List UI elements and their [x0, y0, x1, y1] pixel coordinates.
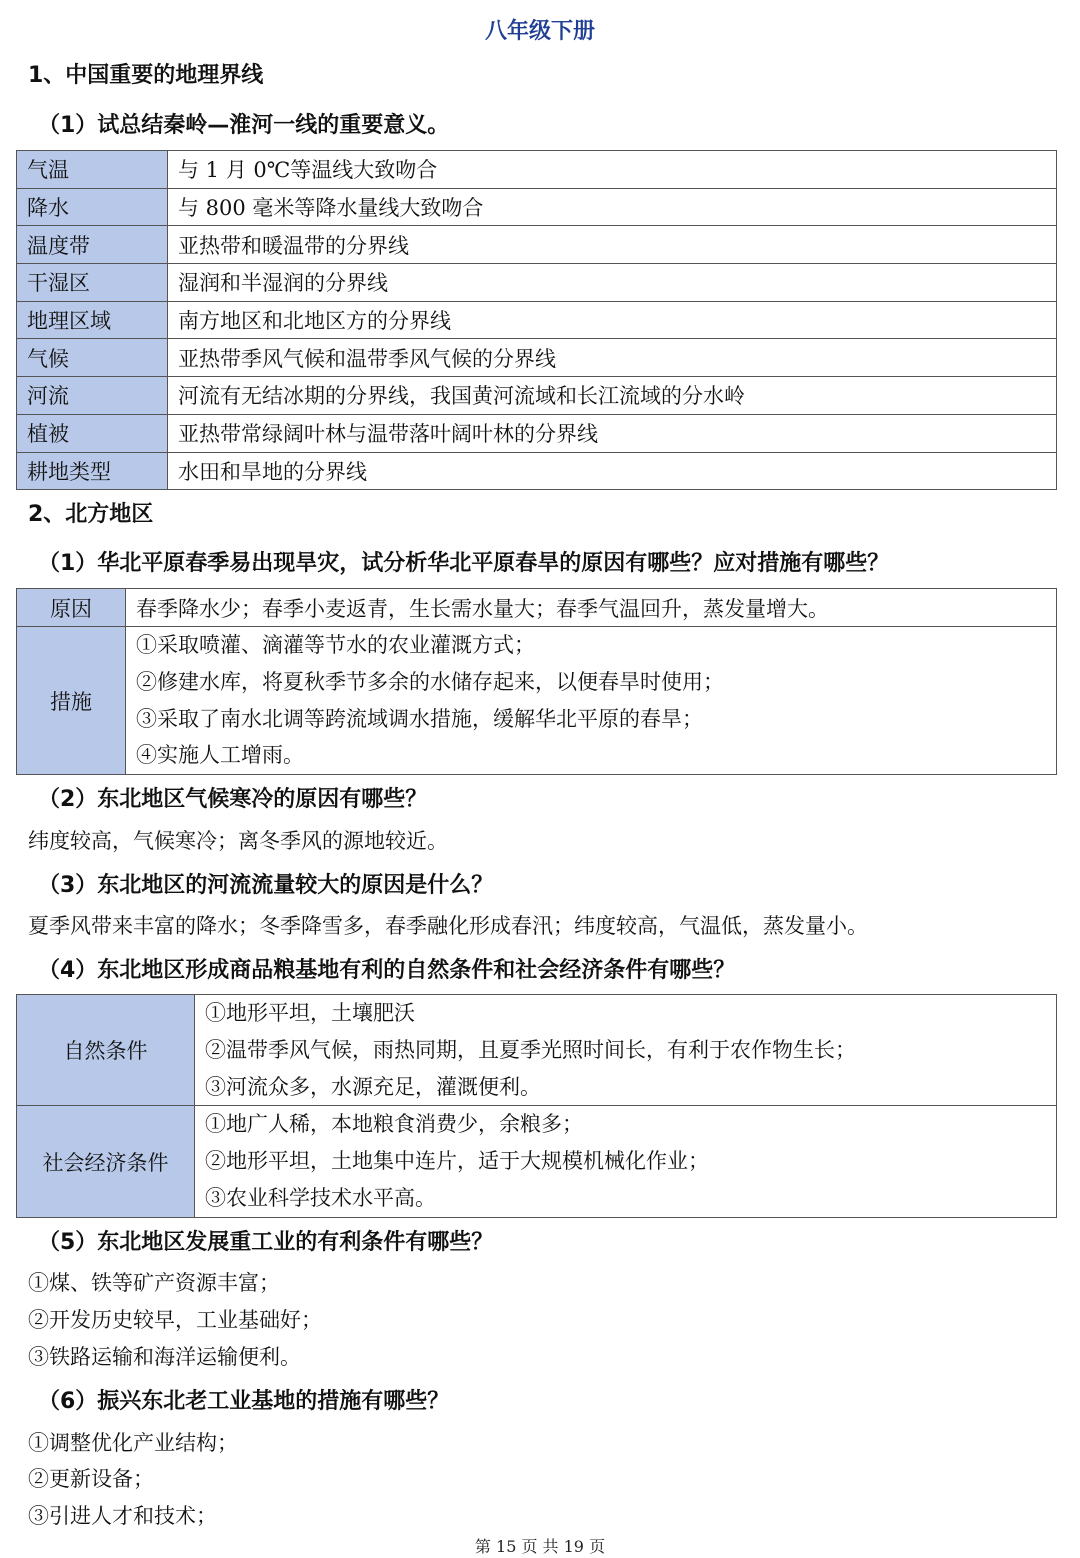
page-footer: 第 15 页 共 19 页 [474, 1537, 606, 1556]
social-label: 社会经济条件 [17, 1106, 195, 1217]
measure-item: ④实施人工增雨。 [136, 743, 304, 768]
question-2-1: （1）华北平原春季易出现旱灾，试分析华北平原春旱的原因有哪些？应对措施有哪些？ [38, 551, 890, 576]
question-2-5: （5）东北地区发展重工业的有利条件有哪些？ [38, 1230, 494, 1255]
boundary-row [17, 377, 1057, 415]
boundary-row [17, 301, 1057, 339]
boundary-row-value: 亚热带和暖温带的分界线 [168, 226, 1057, 264]
natural-row [17, 995, 1057, 1106]
page-header: 八年级下册 [484, 19, 595, 44]
social-row [17, 1106, 1057, 1217]
natural-cell [195, 995, 1057, 1106]
boundary-row-value: 湿润和半湿润的分界线 [168, 264, 1057, 302]
grain-base-table [16, 994, 1057, 1218]
boundary-row [17, 264, 1057, 302]
boundary-row [17, 226, 1057, 264]
answer-2-6-item: ①调整优化产业结构； [28, 1431, 238, 1455]
answer-2-2: 纬度较高，气候寒冷；离冬季风的源地较近。 [28, 829, 448, 853]
natural-item: ②温带季风气候，雨热同期，且夏季光照时间长，有利于农作物生长； [205, 1037, 856, 1062]
measure-item: ③采取了南水北调等跨流域调水措施，缓解华北平原的春旱； [136, 706, 703, 731]
social-item: ③农业科学技术水平高。 [205, 1185, 436, 1210]
boundary-row [17, 188, 1057, 226]
boundary-row [17, 151, 1057, 189]
question-2-2: （2）东北地区气候寒冷的原因有哪些？ [38, 787, 428, 812]
boundary-row-value: 亚热带季风气候和温带季风气候的分界线 [168, 339, 1057, 377]
boundary-row-label: 地理区域 [17, 301, 168, 339]
section-1-title: 1、中国重要的地理界线 [28, 63, 264, 88]
natural-item: ①地形平坦，土壤肥沃 [205, 1001, 415, 1025]
boundary-row-label: 降水 [17, 188, 168, 226]
spring-drought-table [16, 588, 1057, 775]
answer-2-5-item: ②开发历史较早，工业基础好； [28, 1308, 322, 1332]
natural-item: ③河流众多，水源充足，灌溉便利。 [205, 1074, 541, 1099]
boundary-row [17, 452, 1057, 490]
reason-row [17, 589, 1057, 627]
boundary-row-value: 亚热带常绿阔叶林与温带落叶阔叶林的分界线 [168, 414, 1057, 452]
boundary-row-label: 温度带 [17, 226, 168, 264]
boundary-row [17, 339, 1057, 377]
boundary-row-value: 河流有无结冰期的分界线，我国黄河流域和长江流域的分水岭 [168, 377, 1057, 415]
measure-item: ①采取喷灌、滴灌等节水的农业灌溉方式； [136, 633, 535, 657]
boundary-row-label: 气候 [17, 339, 168, 377]
boundary-row-label: 气温 [17, 151, 168, 189]
social-item: ②地形平坦，土地集中连片，适于大规模机械化作业； [205, 1149, 709, 1174]
answer-2-6-item: ②更新设备； [28, 1467, 154, 1491]
reason-text: 春季降水少；春季小麦返青，生长需水量大；春季气温回升，蒸发量增大。 [126, 589, 1057, 627]
answer-2-3: 夏季风带来丰富的降水；冬季降雪多，春季融化形成春汛；纬度较高，气温低，蒸发量小。 [28, 914, 868, 938]
boundary-row-value: 水田和旱地的分界线 [168, 452, 1057, 490]
measure-label: 措施 [17, 627, 126, 775]
boundary-row-label: 耕地类型 [17, 452, 168, 490]
section-2-title: 2、北方地区 [28, 502, 154, 527]
social-item: ①地广人稀，本地粮食消费少，余粮多； [205, 1112, 583, 1137]
question-1-1: （1）试总结秦岭—淮河一线的重要意义。 [38, 113, 450, 138]
social-cell [195, 1106, 1057, 1217]
boundary-row-label: 植被 [17, 414, 168, 452]
boundary-row-value: 南方地区和北地区方的分界线 [168, 301, 1057, 339]
measure-cell [126, 627, 1057, 775]
answer-2-6-item: ③引进人才和技术； [28, 1504, 217, 1528]
boundary-row-label: 河流 [17, 377, 168, 415]
boundary-row-value: 与 1 月 0℃等温线大致吻合 [168, 151, 1057, 189]
question-2-4: （4）东北地区形成商品粮基地有利的自然条件和社会经济条件有哪些？ [38, 958, 736, 983]
answer-2-5-item: ③铁路运输和海洋运输便利。 [28, 1345, 301, 1369]
measure-row [17, 627, 1057, 775]
reason-label: 原因 [17, 589, 126, 627]
answer-2-5-item: ①煤、铁等矿产资源丰富； [28, 1271, 280, 1295]
boundary-row-value: 与 800 毫米等降水量线大致吻合 [168, 188, 1057, 226]
boundary-row-label: 干湿区 [17, 264, 168, 302]
question-2-6: （6）振兴东北老工业基地的措施有哪些？ [38, 1389, 450, 1414]
question-2-3: （3）东北地区的河流流量较大的原因是什么？ [38, 873, 494, 898]
measure-item: ②修建水库，将夏秋季节多余的水储存起来，以便春旱时使用； [136, 669, 724, 694]
boundary-row [17, 414, 1057, 452]
natural-label: 自然条件 [17, 995, 195, 1106]
qinling-huaihe-table [16, 150, 1057, 490]
